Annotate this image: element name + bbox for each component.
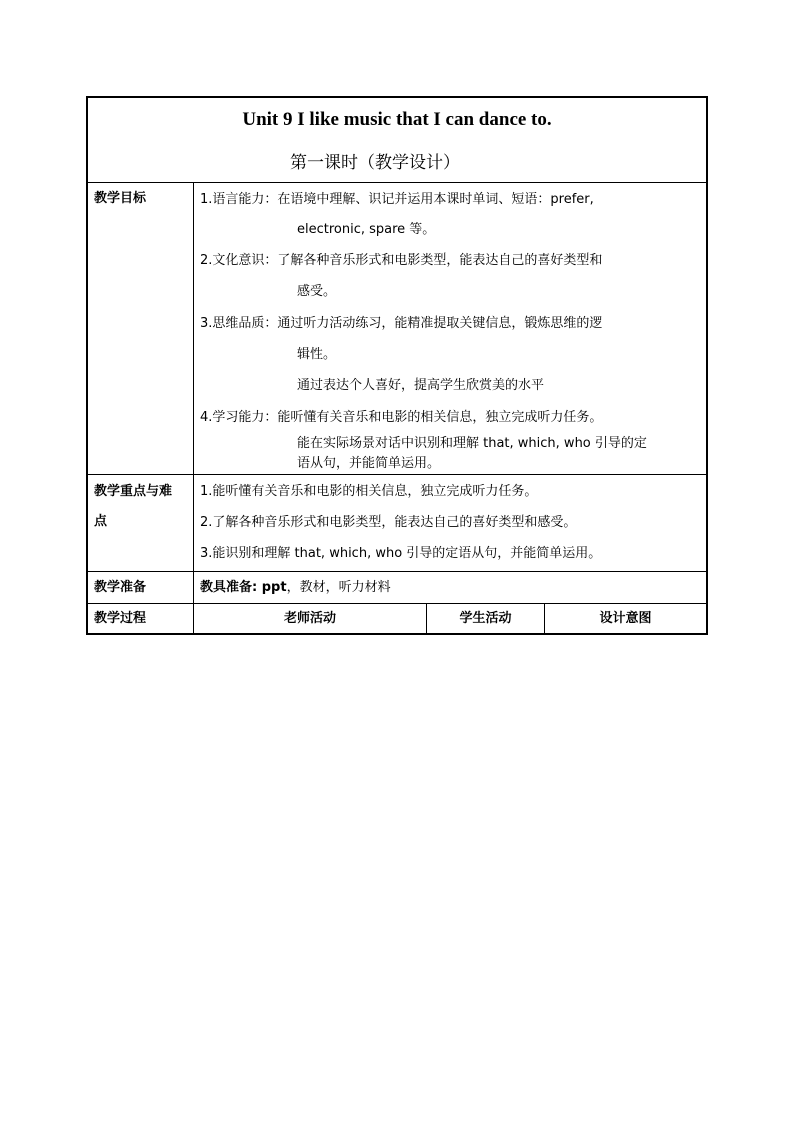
objective-line: 4.学习能力：能听懂有关音乐和电影的相关信息，独立完成听力任务。 xyxy=(200,410,603,425)
preparation-content xyxy=(200,578,391,598)
header-student-activity: 学生活动 xyxy=(459,611,512,626)
header-teacher-activity: 老师活动 xyxy=(283,611,336,626)
title-english: Unit 9 I like music that I can dance to. xyxy=(242,109,552,130)
title-chinese: 第一课时（教学设计） xyxy=(290,153,460,173)
preparation-tools-label: 教具准备: ppt xyxy=(200,580,287,595)
key-points-label: 教学重点与难 xyxy=(94,484,173,499)
key-point-line: 2.了解各种音乐形式和电影类型，能表达自己的喜好类型和感受。 xyxy=(200,515,577,530)
row-divider xyxy=(88,182,706,183)
column-divider xyxy=(193,182,194,635)
key-point-line: 1.能听懂有关音乐和电影的相关信息，独立完成听力任务。 xyxy=(200,484,538,499)
preparation-label: 教学准备 xyxy=(94,580,147,595)
lesson-plan-table xyxy=(86,96,708,635)
objective-line: electronic, spare 等。 xyxy=(297,222,436,237)
header-design-intent: 设计意图 xyxy=(599,611,652,626)
objective-line: 辑性。 xyxy=(297,347,337,362)
objective-line: 通过表达个人喜好，提高学生欣赏美的水平 xyxy=(297,378,545,393)
objective-line: 3.思维品质：通过听力活动练习，能精准提取关键信息，锻炼思维的逻 xyxy=(200,316,603,331)
key-points-label-cont: 点 xyxy=(94,514,108,529)
objective-line: 1.语言能力：在语境中理解、识记并运用本课时单词、短语：prefer, xyxy=(200,192,594,207)
row-divider xyxy=(88,571,706,572)
objective-line: 感受。 xyxy=(297,284,337,299)
objective-line: 能在实际场景对话中识别和理解 that, which, who 引导的定 xyxy=(297,436,647,451)
process-label: 教学过程 xyxy=(94,611,147,626)
row-divider xyxy=(88,474,706,475)
key-point-line: 3.能识别和理解 that, which, who 引导的定语从句，并能简单运用。 xyxy=(200,546,602,561)
objective-line: 2.文化意识：了解各种音乐形式和电影类型，能表达自己的喜好类型和 xyxy=(200,253,603,268)
preparation-materials: ，教材，听力材料 xyxy=(286,580,391,595)
objectives-label: 教学目标 xyxy=(94,191,147,206)
objective-line: 语从句，并能简单运用。 xyxy=(297,456,441,471)
